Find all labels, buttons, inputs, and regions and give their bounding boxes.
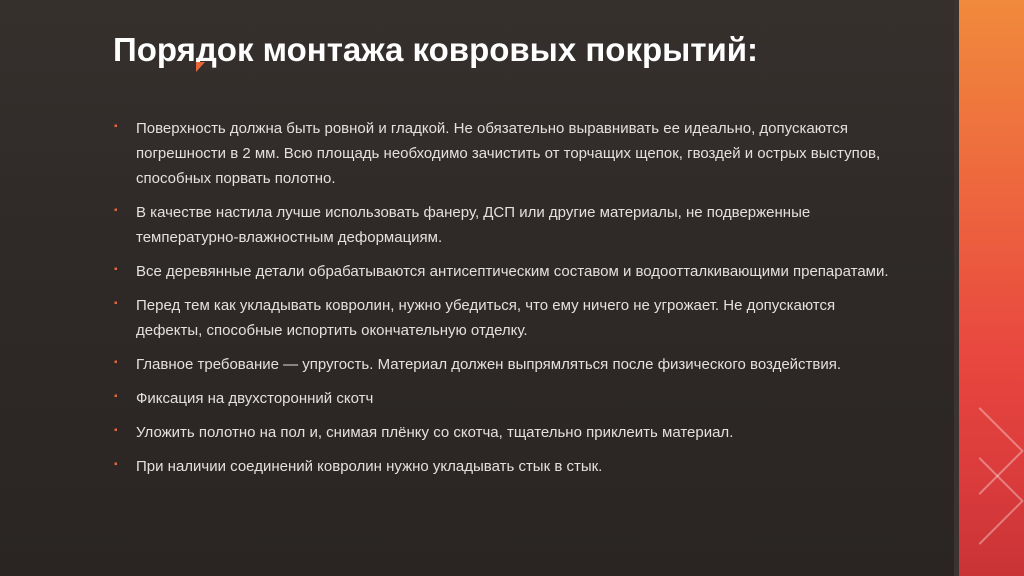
list-item-text: Уложить полотно на пол и, снимая плёнку со скотча, тщательно приклеить материал. bbox=[136, 424, 734, 441]
list-item bbox=[113, 454, 903, 479]
list-item-text: Фиксация на двухсторонний скотч bbox=[136, 390, 374, 407]
list-item-text: Поверхность должна быть ровной и гладкой. Не обязательно выравнивать ее идеально, допускаются погрешности в 2 мм. Всю площадь необходимо зачистить от торчащих щепок, гвоздей и острых выступов, способных порвать полотно. bbox=[136, 120, 881, 187]
bullet-icon: ▪ bbox=[114, 425, 118, 436]
list-item bbox=[113, 200, 903, 250]
bullet-icon: ▪ bbox=[114, 357, 118, 368]
bullet-icon: ▪ bbox=[114, 264, 118, 275]
slide-title: Порядок монтажа ковровых покрытий: bbox=[113, 31, 759, 68]
list-item bbox=[113, 116, 903, 191]
bullet-icon: ▪ bbox=[114, 459, 118, 470]
title-accent-mark bbox=[196, 62, 205, 72]
list-item-text: Перед тем как укладывать ковролин, нужно убедиться, что ему ничего не угрожает. Не допускаются дефекты, способные испортить окончательную отделку. bbox=[136, 297, 836, 339]
bullet-icon: ▪ bbox=[114, 298, 118, 309]
list-item-text: Все деревянные детали обрабатываются антисептическим составом и водоотталкивающими препаратами. bbox=[136, 263, 889, 280]
chevron-decoration bbox=[959, 457, 1024, 545]
bullet-icon: ▪ bbox=[114, 121, 118, 132]
accent-strip-decoration bbox=[959, 0, 1024, 576]
list-item bbox=[113, 386, 903, 411]
bullet-icon: ▪ bbox=[114, 391, 118, 402]
list-item-text: В качестве настила лучше использовать фанеру, ДСП или другие материалы, не подверженные температурно-влажностным деформациям. bbox=[136, 204, 811, 246]
bullet-icon: ▪ bbox=[114, 205, 118, 216]
list-item bbox=[113, 259, 903, 284]
list-item-text: Главное требование — упругость. Материал должен выпрямляться после физического воздействия. bbox=[136, 356, 842, 373]
list-item bbox=[113, 352, 903, 377]
list-item-text: При наличии соединений ковролин нужно укладывать стык в стык. bbox=[136, 458, 603, 475]
list-item bbox=[113, 293, 903, 343]
list-item bbox=[113, 420, 903, 445]
bullet-list bbox=[113, 116, 903, 488]
